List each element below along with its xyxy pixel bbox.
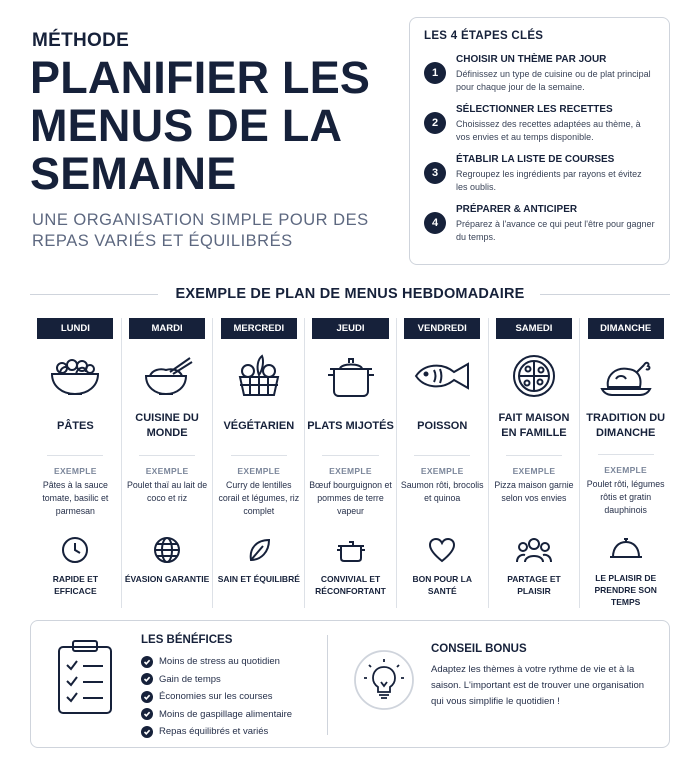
benefits-title: LES BÉNÉFICES — [141, 634, 233, 646]
step-number-badge: 3 — [424, 162, 446, 184]
step-item — [424, 204, 655, 244]
benefit-text: Économies sur les courses — [159, 691, 273, 703]
globe-icon — [153, 535, 181, 565]
step-number-badge: 1 — [424, 62, 446, 84]
heart-icon — [428, 535, 456, 565]
day-column-vendredi — [397, 318, 489, 608]
divider — [414, 455, 470, 456]
example-label: EXEMPLE — [237, 466, 281, 476]
day-benefit: CONVIVIAL ET RÉCONFORTANT — [315, 574, 386, 596]
weekly-plan-grid — [30, 318, 671, 608]
step-title: PRÉPARER & ANTICIPER — [456, 204, 578, 215]
divider — [47, 455, 103, 456]
example-label: EXEMPLE — [604, 465, 648, 476]
cloche-icon — [609, 534, 643, 564]
day-header: SAMEDI — [496, 318, 572, 339]
day-column-jeudi — [305, 318, 397, 608]
day-header: DIMANCHE — [588, 318, 664, 339]
day-benefit: BON POUR LA SANTÉ — [412, 574, 472, 596]
step-number-badge: 4 — [424, 212, 446, 234]
day-theme: PÂTES — [57, 419, 94, 432]
benefit-item — [141, 671, 292, 689]
step-title: SÉLECTIONNER LES RECETTES — [456, 104, 613, 115]
day-theme: TRADITION DU DIMANCHE — [586, 411, 666, 439]
benefits-list — [141, 653, 292, 741]
vegetable-basket-icon — [234, 353, 284, 399]
example-label: EXEMPLE — [53, 466, 97, 476]
check-icon — [141, 656, 153, 668]
day-header: MERCREDI — [221, 318, 297, 339]
check-icon — [141, 708, 153, 720]
kicker: MÉTHODE — [32, 30, 130, 51]
day-example: Poulet thaï au lait de coco et riz — [126, 480, 208, 503]
example-label: EXEMPLE — [329, 466, 372, 476]
noodle-bowl-icon — [48, 353, 102, 399]
leaf-icon — [245, 535, 273, 565]
benefit-text: Moins de stress au quotidien — [159, 656, 280, 668]
step-description: Préparez à l'avance ce qui peut l'être pour gagner du temps. — [456, 219, 655, 242]
day-header: VENDREDI — [404, 318, 480, 339]
day-example: Curry de lentilles corail et légumes, riz complet — [218, 480, 300, 516]
day-header: JEUDI — [312, 318, 388, 339]
page-subtitle: UNE ORGANISATION SIMPLE POUR DES REPAS VARIÉS ET ÉQUILIBRÉS — [32, 211, 369, 250]
section-title: EXEMPLE DE PLAN DE MENUS HEBDOMADAIRE — [175, 286, 525, 302]
example-label: EXEMPLE — [512, 466, 556, 476]
bonus-title: CONSEIL BONUS — [431, 643, 527, 655]
benefit-item — [141, 688, 292, 706]
day-theme: CUISINE DU MONDE — [135, 412, 199, 439]
day-column-lundi — [30, 318, 122, 608]
day-column-samedi — [489, 318, 581, 608]
day-example: Pizza maison garnie selon vos envies — [494, 480, 574, 503]
step-title: ÉTABLIR LA LISTE DE COURSES — [456, 154, 615, 165]
step-title: CHOISIR UN THÈME PAR JOUR — [456, 54, 607, 65]
day-theme: VÉGÉTARIEN — [223, 419, 295, 432]
bonus-text: Adaptez les thèmes à votre rythme de vie et à la saison. L'important est de trouver une organisation qui vous simplifie le quotidien ! — [431, 664, 645, 707]
benefit-item — [141, 653, 292, 671]
check-icon — [141, 691, 153, 703]
day-example: Saumon rôti, brocolis et quinoa — [400, 480, 484, 503]
day-benefit: PARTAGE ET PLAISIR — [507, 574, 561, 596]
example-label: EXEMPLE — [420, 466, 464, 476]
day-column-mercredi — [213, 318, 305, 608]
day-column-mardi — [122, 318, 214, 608]
clipboard-checklist-icon — [57, 639, 113, 720]
steps-card — [409, 17, 670, 265]
day-theme: POISSON — [417, 419, 468, 432]
day-example: Bœuf bourguignon et pommes de terre vapeur — [309, 480, 392, 516]
pizza-icon — [511, 353, 557, 399]
rice-bowl-chopsticks-icon — [140, 353, 194, 399]
divider — [598, 454, 654, 455]
day-benefit: RAPIDE ET EFFICACE — [52, 574, 99, 596]
lightbulb-icon — [353, 649, 415, 716]
clock-icon — [61, 535, 89, 565]
check-icon — [141, 726, 153, 738]
roast-chicken-icon — [598, 353, 654, 399]
day-benefit: ÉVASION GARANTIE — [124, 574, 210, 584]
people-icon — [516, 535, 552, 565]
card-divider — [327, 635, 328, 735]
day-benefit: SAIN ET ÉQUILIBRÉ — [217, 574, 300, 584]
divider — [139, 455, 195, 456]
step-item — [424, 104, 655, 144]
benefit-text: Moins de gaspillage alimentaire — [159, 708, 293, 720]
day-header: MARDI — [129, 318, 205, 339]
divider — [322, 455, 378, 456]
benefits-card — [30, 620, 670, 748]
day-column-dimanche — [580, 318, 671, 608]
day-example: Pâtes à la sauce tomate, basilic et parmesan — [42, 480, 109, 516]
pot-icon — [335, 535, 367, 565]
day-header: LUNDI — [37, 318, 113, 339]
check-icon — [141, 673, 153, 685]
day-theme: PLATS MIJOTÉS — [307, 419, 394, 432]
step-item — [424, 154, 655, 194]
benefit-text: Gain de temps — [159, 673, 221, 685]
step-description: Choisissez des recettes adaptées au thème, à vos envies et au temps disponible. — [456, 119, 641, 142]
divider — [506, 455, 562, 456]
stew-pot-icon — [324, 353, 378, 399]
example-label: EXEMPLE — [145, 466, 189, 476]
steps-title: LES 4 ÉTAPES CLÉS — [424, 30, 544, 42]
day-example: Poulet rôti, légumes rôtis et gratin dauphinois — [586, 479, 665, 516]
benefit-item — [141, 706, 292, 724]
step-item — [424, 54, 655, 94]
step-description: Regroupez les ingrédients par rayons et évitez les oublis. — [456, 169, 642, 192]
day-theme: FAIT MAISON EN FAMILLE — [498, 412, 570, 439]
divider — [231, 455, 287, 456]
step-number-badge: 2 — [424, 112, 446, 134]
step-description: Définissez un type de cuisine ou de plat principal pour chaque jour de la semaine. — [456, 69, 651, 92]
benefit-text: Repas équilibrés et variés — [159, 726, 269, 738]
benefit-item — [141, 723, 292, 741]
day-benefit: LE PLAISIR DE PRENDRE SON TEMPS — [594, 573, 657, 607]
page-title: PLANIFIER LES MENUS DE LA SEMAINE — [30, 52, 371, 199]
fish-icon — [412, 353, 472, 399]
